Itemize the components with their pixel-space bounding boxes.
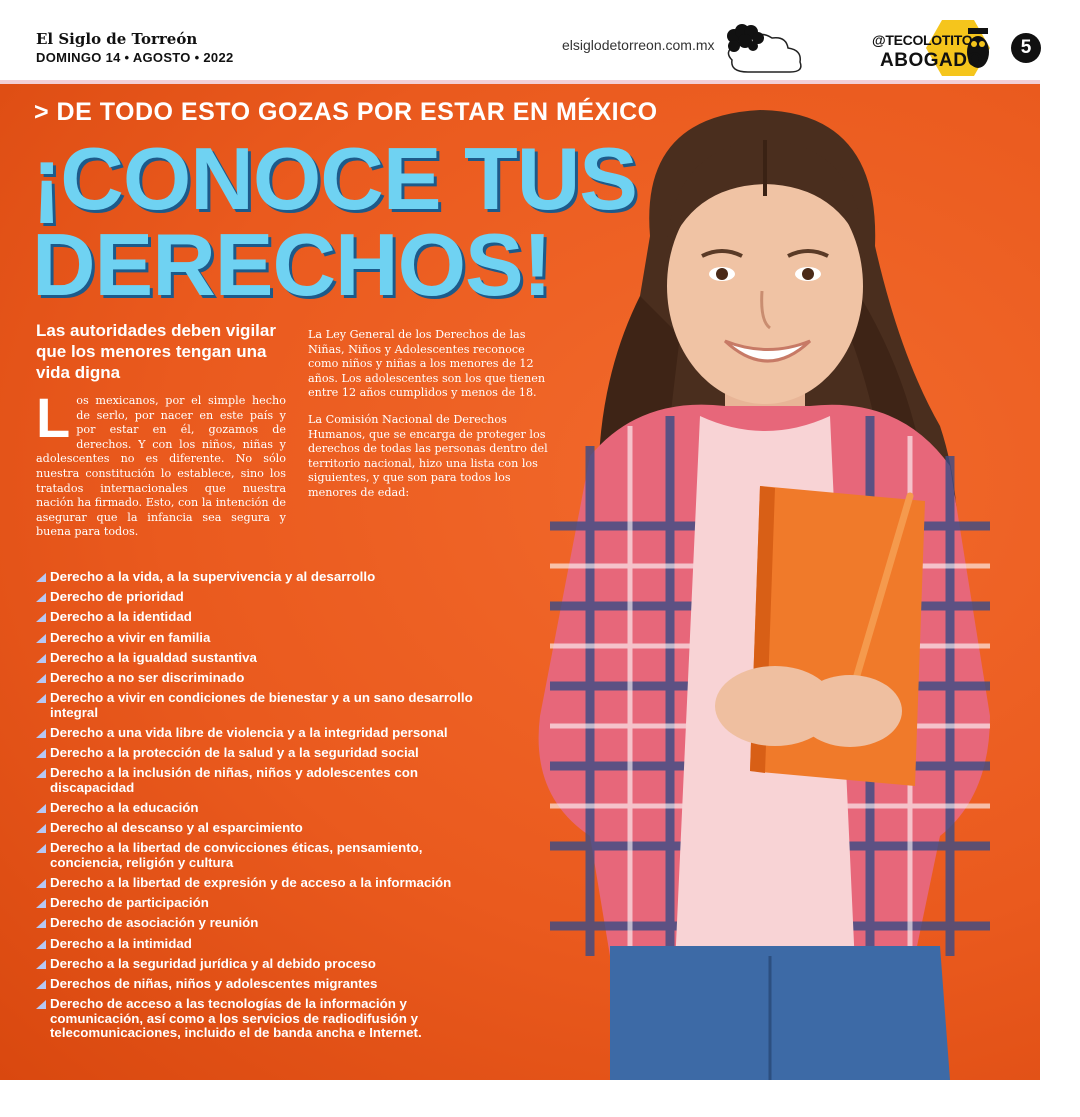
rights-item-text: Derecho a la seguridad jurídica y al debido proceso <box>50 955 376 971</box>
rights-item <box>36 957 496 972</box>
rights-item <box>36 691 496 720</box>
bullet-triangle-icon <box>36 654 46 663</box>
rights-item <box>36 977 496 992</box>
bullet-triangle-icon <box>36 940 46 949</box>
rights-item-text: Derecho a la vida, a la supervivencia y al desarrollo <box>50 569 376 584</box>
page-header <box>0 0 1080 84</box>
rights-item <box>36 876 496 891</box>
rights-item <box>36 896 496 911</box>
rights-item-text: Derecho a la protección de la salud y a la seguridad social <box>50 745 419 760</box>
bullet-triangle-icon <box>36 613 46 622</box>
badge-title: ABOGADO <box>880 50 983 71</box>
bullet-triangle-icon <box>36 879 46 888</box>
rights-item <box>36 651 496 666</box>
rights-item <box>36 726 496 741</box>
rights-item-text: Derecho a vivir en condiciones de bienestar y a un sano desarrollo integral <box>50 690 473 720</box>
rights-item-text: Derecho a la inclusión de niñas, niños y adolescentes con discapacidad <box>50 765 418 795</box>
bullet-triangle-icon <box>36 749 46 758</box>
dateline: DOMINGO 14 • AGOSTO • 2022 <box>36 50 234 65</box>
rights-item <box>36 937 496 952</box>
rights-item-text: Derecho de participación <box>50 895 209 911</box>
bullet-triangle-icon <box>36 769 46 778</box>
rights-item <box>36 801 496 816</box>
rights-item <box>36 821 496 836</box>
intro-text: os mexicanos, por el simple hecho de serlo, por nacer en este país y por estar en él, gozamos de derechos. Y con los niños, niñas y adolescentes no es diferente. No sólo nuestra constitución lo establece, sino los tratados internacionales que nuestra nación ha firmado. Esto, con la intención de asegurar que la infancia sea segura y buena para todos. <box>36 394 286 539</box>
cndh-paragraph: La Comisión Nacional de Derechos Humanos, que se encarga de proteger los derechos de todas las personas dentro del territorio nacional, hizo una lista con los siguientes, y que son para todos los menores de edad: <box>308 412 548 499</box>
bullet-triangle-icon <box>36 844 46 853</box>
rights-item-text: Derecho a no ser discriminado <box>50 669 245 685</box>
rights-item <box>36 590 496 605</box>
drop-cap: L <box>36 386 71 449</box>
bullet-triangle-icon <box>36 1000 46 1009</box>
rights-item-text: Derecho a la educación <box>50 799 199 815</box>
rights-item-text: Derecho al descanso y al esparcimiento <box>50 820 303 836</box>
bullet-triangle-icon <box>36 980 46 989</box>
rights-item <box>36 766 496 795</box>
intro-paragraph <box>36 386 286 540</box>
subheadline: Las autoridades deben vigilar que los menores tengan una vida digna <box>36 321 276 382</box>
rights-item-text: Derecho a la igualdad sustantiva <box>50 649 257 665</box>
rights-item <box>36 671 496 686</box>
rights-item <box>36 570 496 585</box>
rights-item-text: Derecho a la libertad de expresión y de acceso a la información <box>50 874 452 890</box>
headline <box>32 129 637 314</box>
rights-item <box>36 746 496 761</box>
bullet-triangle-icon <box>36 804 46 813</box>
headline-line-2: DERECHOS! <box>32 215 552 314</box>
rights-item-text: Derecho de prioridad <box>50 589 184 605</box>
rights-item <box>36 916 496 931</box>
rights-list <box>36 570 496 1046</box>
bullet-triangle-icon <box>36 573 46 582</box>
rights-item-text: Derecho a la identidad <box>50 609 192 625</box>
rights-item-text: Derecho de asociación y reunión <box>50 915 259 931</box>
cloud-logo-icon <box>720 22 810 78</box>
bullet-triangle-icon <box>36 899 46 908</box>
second-column <box>308 328 558 513</box>
website-link[interactable]: elsiglodetorreon.com.mx <box>562 37 715 53</box>
rights-item <box>36 631 496 646</box>
rights-item-text: Derecho a la intimidad <box>50 935 192 951</box>
rights-item-text: Derechos de niñas, niños y adolescentes migrantes <box>50 975 378 991</box>
bullet-triangle-icon <box>36 919 46 928</box>
tecolotito-badge <box>866 18 1000 78</box>
bullet-triangle-icon <box>36 634 46 643</box>
rights-item <box>36 610 496 625</box>
law-paragraph: La Ley General de los Derechos de las Niñas, Niños y Adolescentes reconoce como niños y niñas a los menores de 12 años. Los adolescentes son los que tienen entre 12 años cumplidos y menos de 18. <box>308 328 546 400</box>
bullet-triangle-icon <box>36 694 46 703</box>
bullet-triangle-icon <box>36 729 46 738</box>
masthead: El Siglo de Torreón <box>36 30 198 48</box>
bullet-triangle-icon <box>36 674 46 683</box>
kicker: > DE TODO ESTO GOZAS POR ESTAR EN MÉXICO <box>34 98 658 126</box>
bullet-triangle-icon <box>36 593 46 602</box>
badge-handle: @TECOLOTITO <box>872 32 973 48</box>
rights-item-text: Derecho a vivir en familia <box>50 629 211 645</box>
page-number: 5 <box>1011 33 1041 63</box>
rights-item-text: Derecho a una vida libre de violencia y a la integridad personal <box>50 724 448 740</box>
rights-item-text: Derecho de acceso a las tecnologías de la información y comunicación, así como a los servicios de radiodifusión y telecomunicaciones, incluido el de banda ancha e Internet. <box>50 996 422 1041</box>
rights-item <box>36 841 496 870</box>
rights-item-text: Derecho a la libertad de convicciones éticas, pensamiento, conciencia, religión y cultura <box>50 840 423 870</box>
bullet-triangle-icon <box>36 824 46 833</box>
bullet-triangle-icon <box>36 960 46 969</box>
headline-line-1: ¡CONOCE TUS <box>32 129 637 228</box>
article-panel <box>0 84 1040 1080</box>
rights-item <box>36 997 496 1041</box>
